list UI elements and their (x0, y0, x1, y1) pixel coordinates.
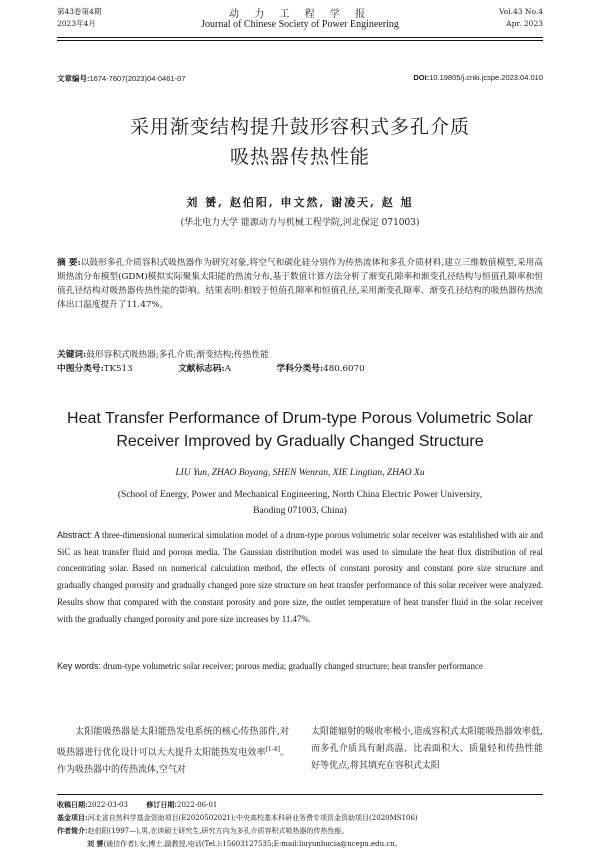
header-rule-thin (57, 40, 543, 41)
fund-label: 基金项目: (57, 813, 88, 822)
body-left-text2: 。作为吸热器中的传热流体,空气对 (57, 748, 289, 775)
clc-label: 中图分类号: (57, 364, 104, 374)
doi-value: 10.19805/j.cnki.jcspe.2023.04.010 (429, 73, 543, 82)
footnote-corresponding (57, 837, 543, 852)
author-value: 赵伯阳(1997—),男,在读硕士研究生,研究方向为多孔介质容积式吸热器的传热性能。 (87, 827, 349, 835)
en-affiliation (57, 487, 543, 519)
doc-code-value: A (224, 364, 231, 374)
en-keywords-text: drum-type volumetric solar receiver; porous media; gradually changed structure; heat transfer performance (103, 661, 483, 671)
header-volume-en: Vol.43 No.4 (498, 7, 543, 16)
received-value: 2022-03-03 (87, 801, 128, 809)
clc-value: TK513 (103, 364, 133, 374)
cn-keywords (57, 348, 543, 362)
en-abstract (57, 527, 543, 627)
header-rule (57, 37, 543, 38)
footnote-rule (57, 794, 543, 795)
journal-title-en: Journal of Chinese Society of Power Engineering (201, 19, 399, 30)
cn-abstract (57, 256, 543, 312)
en-affiliation-line2: Baoding 071003, China) (253, 506, 347, 516)
body-right-column (311, 724, 543, 775)
cn-abstract-text: 以鼓形多孔介质容积式吸热器作为研究对象,将空气和碳化硅分别作为传热流体和多孔介质材料,建立三维数值模型,采用高斯热流分布模型(GDM)模拟实际聚集太阳能的热流分布,基于数值计算方法分析了渐变孔隙率和渐变孔径结构与恒值孔隙率和恒值孔径结构对吸热器传热性能的影响。结果表明:相较于恒值孔隙率和恒值孔径,采用渐变孔隙率、渐变孔径结构的吸热器传热流体出口温度提升了11.47%。 (57, 258, 543, 310)
doc-code-label: 文献标志码: (178, 364, 225, 374)
en-keywords-label: Key words: (57, 661, 101, 671)
cn-affiliation: (华北电力大学 能源动力与机械工程学院,河北保定 071003) (180, 218, 420, 228)
doi-label: DOI: (413, 73, 430, 82)
en-authors: LIU Yun, ZHAO Boyang, SHEN Wenran, XIE Lingtian, ZHAO Xu (175, 468, 425, 478)
subject-label: 学科分类号: (276, 364, 324, 374)
en-title-line2: Receiver Improved by Gradually Changed Structure (116, 433, 484, 450)
body-left-column (57, 724, 289, 779)
en-abstract-label: Abstract: (57, 530, 93, 540)
article-number-value: 1674-7607(2023)04-0461-07 (89, 74, 186, 83)
en-affiliation-line1: (School of Energy, Power and Mechanical Engineering, North China Electric Power University, (117, 490, 483, 500)
body-right-text: 太阳能辐射的吸收率极小,造成容积式太阳能吸热器效率低,而多孔介质具有耐高温、比表面积大、质量轻和传热性能好等优点,将其填充在容积式太阳 (311, 727, 543, 771)
en-abstract-text: A three-dimensional numerical simulation model of a drum-type porous volumetric solar receiver was established with air and SiC as heat transfer fluid and porous media. The Gaussian distribution model was used to simulate the heat flux distribution of real concentrating solar. Based on numerical calculation method, the effects of constant porosity and constant pore size structure and gradually changed porosity and gradually changed pore size structure on heat transfer performance of this solar receiver were analyzed. Results show that compared with the constant porosity and pore size, the outlet temperature of heat transfer fluid in the solar receiver with the gradually changed porosity and pore size increases by 11.47%. (57, 530, 543, 624)
citation: [1-4] (265, 746, 280, 753)
header-date-cn: 2023年4月 (57, 19, 96, 28)
cn-title-line1: 采用渐变结构提升鼓形容积式多孔介质 (129, 116, 470, 138)
article-number-label: 文章编号: (57, 74, 90, 83)
header-date-en: Apr. 2023 (506, 19, 543, 28)
received-label: 收稿日期: (57, 800, 88, 809)
doi (413, 73, 543, 82)
header-volume-cn: 第43卷第4期 (57, 7, 102, 16)
en-title-line1: Heat Transfer Performance of Drum-type Porous Volumetric Solar (67, 410, 533, 427)
revised-value: 2022-06-01 (177, 801, 218, 809)
cn-keywords-text: 鼓形容积式吸热器;多孔介质;渐变结构;传热性能 (86, 350, 269, 360)
journal-title-cn: 动 力 工 程 学 报 (229, 9, 371, 20)
corresponding-label: 刘 赟 (87, 839, 104, 848)
en-keywords (57, 658, 543, 675)
cn-authors: 刘 赟, 赵伯阳, 申文然, 谢凌天, 赵 旭 (186, 196, 414, 209)
cn-keywords-label: 关键词: (57, 350, 87, 360)
revised-label: 修订日期: (146, 800, 178, 809)
cn-title-line2: 吸热器传热性能 (229, 146, 370, 168)
corresponding-value: (通信作者),女,博士,副教授,电话(Tel.):15603127535;E-mail:liuyunhucia@ncepu.edu.cn。 (103, 840, 402, 848)
article-number (57, 73, 185, 84)
fund-value: 河北省自然科学基金资助项目(E2020502021);中央高校基本科研业务费专项资金资助项目(2020MS106) (87, 814, 418, 822)
cn-classification (57, 362, 543, 376)
body-left-text: 太阳能吸热器是太阳能热发电系统的核心传热部件,对吸热器进行优化设计可以大大提升太阳能热发电效率 (57, 727, 289, 758)
cn-abstract-label: 摘 要: (57, 258, 81, 268)
author-label: 作者简介: (57, 826, 88, 835)
subject-value: 480.6070 (323, 364, 365, 374)
